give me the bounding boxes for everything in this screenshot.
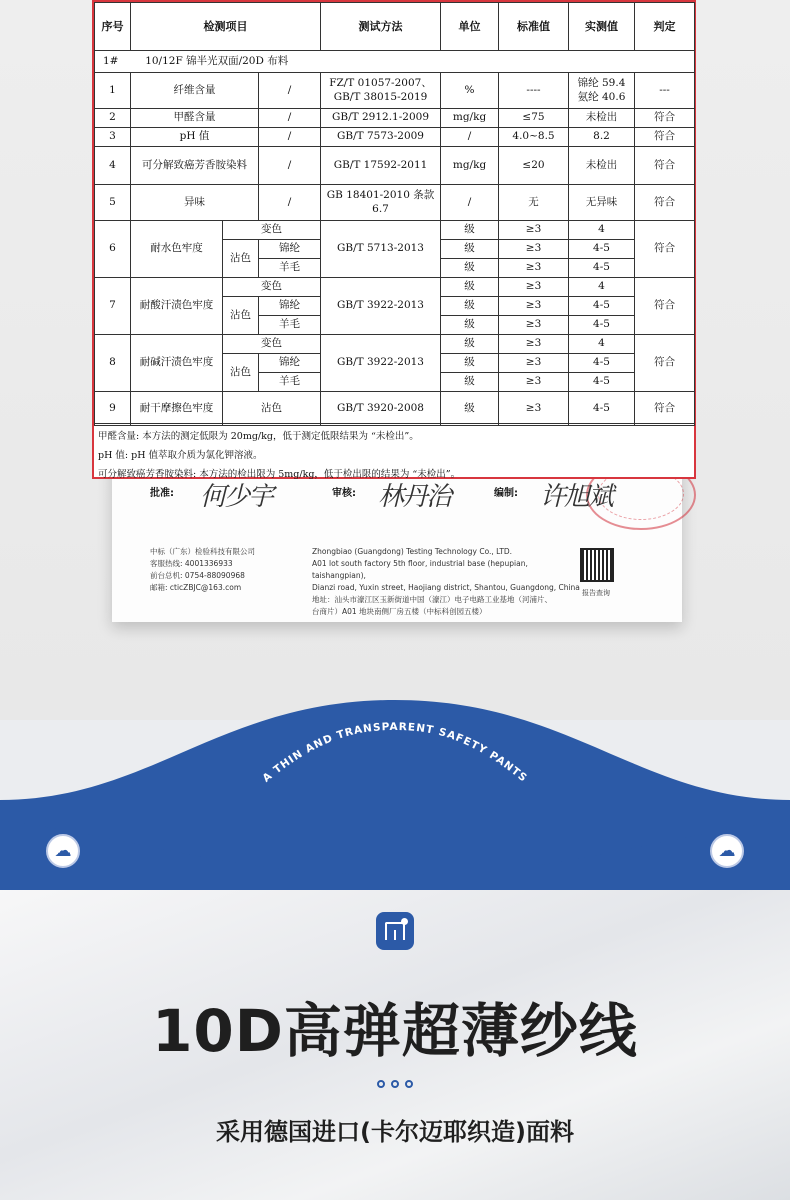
cell-unit: % [441,73,499,109]
approve-label: 批准: [150,488,174,499]
cell-method: GB/T 5713-2013 [321,221,441,278]
cell-verdict: 符合 [635,185,695,221]
report-notes [94,423,694,479]
table-row [95,128,695,147]
cell-measured: 4 [569,221,635,240]
feature-subtitle: 采用德国进口(卡尔迈耶织造)面料 [216,1118,574,1146]
note-line: 甲醛含量: 本方法的测定低限为 20mg/kg，低于测定低限结果为 “未检出”。 [98,431,419,442]
header-standard: 标准值 [499,3,569,51]
table-row [95,221,695,240]
cell-item: 可分解致癌芳香胺染料 [131,147,259,185]
sample-no: 1# [103,54,119,67]
cell-no: 1 [95,73,131,109]
sample-cell [95,51,695,73]
table-row [95,335,695,354]
cell-standard: ≥3 [499,221,569,240]
cell-standard: 无 [499,185,569,221]
cell-standard: ≥3 [499,278,569,297]
cell-measured: 未检出 [569,109,635,128]
cell-sub: / [259,109,321,128]
header-verdict: 判定 [635,3,695,51]
cell-measured: 8.2 [569,128,635,147]
cell-no: 9 [95,392,131,426]
cell-standard: ≥3 [499,335,569,354]
test-report-table [94,2,695,426]
cell-standard: ≤75 [499,109,569,128]
cell-item: pH 值 [131,128,259,147]
approve-signature: 何少宇 [200,482,273,512]
cell-no: 5 [95,185,131,221]
cell-measured: 无异味 [569,185,635,221]
company-line: Dianzi road, Yuxin street, Haojiang district, Shantou, Guangdong, China [312,583,580,592]
cell-standard: ≥3 [499,392,569,426]
cell-unit: 级 [441,297,499,316]
cell-unit: 级 [441,221,499,240]
cell-no: 2 [95,109,131,128]
cell-change: 变色 [223,221,321,240]
cell-verdict: 符合 [635,335,695,392]
cell-method: GB/T 17592-2011 [321,147,441,185]
company-line: 客服热线: 4001336933 [150,559,233,568]
cell-wool: 羊毛 [259,373,321,392]
company-line: 台商片）A01 地块南侧厂房五楼（中标科创园五楼） [312,607,487,616]
company-line: 邮箱: cticZBJC@163.com [150,583,242,592]
cell-item: 耐酸汗渍色牢度 [131,278,223,335]
cell-sub: / [259,185,321,221]
table-row [95,392,695,426]
pants-icon [376,912,414,950]
cell-verdict: 符合 [635,109,695,128]
company-line: A01 lot south factory 5th floor, industrial base (hepupian, taishangpian), [312,559,528,580]
table-row [95,109,695,128]
cell-measured: 未检出 [569,147,635,185]
cell-measured: 4-5 [569,392,635,426]
cell-method: GB/T 3920-2008 [321,392,441,426]
cell-verdict: 符合 [635,147,695,185]
cell-item: 耐水色牢度 [131,221,223,278]
cell-no: 4 [95,147,131,185]
cell-sub: 沾色 [223,392,321,426]
cell-no: 3 [95,128,131,147]
note-line: pH 值: pH 值萃取介质为氯化钾溶液。 [98,450,263,461]
header-unit: 单位 [441,3,499,51]
cell-sub: / [259,73,321,109]
cell-standard: 4.0~8.5 [499,128,569,147]
cell-measured: 4 [569,278,635,297]
cell-unit: 级 [441,354,499,373]
cell-standard: ≤20 [499,147,569,185]
band-text: A THIN AND TRANSPARENT SAFETY PANTS [260,720,530,785]
sample-row [95,51,695,73]
cell-nylon: 锦纶 [259,240,321,259]
cell-measured: 4-5 [569,297,635,316]
company-line: 中标（广东）检验科技有限公司 [150,547,255,556]
cell-measured: 4-5 [569,316,635,335]
cell-unit: mg/kg [441,147,499,185]
cell-measured: 4-5 [569,354,635,373]
cell-unit: / [441,185,499,221]
review-label: 审核: [332,488,356,499]
cell-measured: 4-5 [569,240,635,259]
prepare-signature: 许旭斌 [540,482,613,512]
cell-unit: mg/kg [441,109,499,128]
cell-item: 耐干摩擦色牢度 [131,392,223,426]
feature-title: 10D高弹超薄纱线 [152,997,638,1065]
cell-method: GB/T 7573-2009 [321,128,441,147]
cell-method: FZ/T 01057-2007、GB/T 38015-2019 [321,73,441,109]
cell-standard: ≥3 [499,259,569,278]
cell-method: GB 18401-2010 条款 6.7 [321,185,441,221]
cell-verdict: 符合 [635,392,695,426]
cell-unit: 级 [441,278,499,297]
header-item-visible: 检测项目 [131,3,321,51]
company-line: Zhongbiao (Guangdong) Testing Technology Co., LTD. [312,547,513,556]
cell-standard: ≥3 [499,316,569,335]
prepare-label: 编制: [494,488,518,499]
cell-standard: ≥3 [499,297,569,316]
table-header-row [95,3,695,51]
cell-unit: 级 [441,316,499,335]
company-line: 前台总机: 0754-88090968 [150,571,245,580]
cell-wool: 羊毛 [259,259,321,278]
cell-unit: 级 [441,259,499,278]
sample-desc: 10/12F 锦半光双面/20D 布料 [145,54,289,67]
table-row [95,73,695,109]
cell-standard: ≥3 [499,354,569,373]
cell-method: GB/T 3922-2013 [321,335,441,392]
cell-sub: / [259,147,321,185]
qr-label: 报告查询 [582,589,610,597]
cell-no: 7 [95,278,131,335]
company-line: 地址：汕头市濠江区玉新街道中国（濠江）电子电路工业基地（河浦片、 [312,595,552,604]
table-row [95,147,695,185]
cell-measured: 4-5 [569,373,635,392]
cell-standard: ≥3 [499,240,569,259]
cell-measured: 4-5 [569,259,635,278]
table-row [95,185,695,221]
cell-no: 8 [95,335,131,392]
cell-sub: / [259,128,321,147]
cell-item: 纤维含量 [131,73,259,109]
cell-verdict: --- [635,73,695,109]
cell-stain: 沾色 [223,240,259,278]
header-method: 测试方法 [321,3,441,51]
cell-standard: ≥3 [499,373,569,392]
company-info-en [312,546,580,618]
decorative-dots [377,1080,413,1088]
cell-verdict: 符合 [635,278,695,335]
note-line: 可分解致癌芳香胺染料: 本方法的检出限为 5mg/kg，低于检出限的结果为 “未检出”。 [98,469,461,480]
test-report-table-frame [92,0,696,479]
company-info-cn [150,546,255,594]
cell-unit: 级 [441,373,499,392]
cell-measured: 4 [569,335,635,354]
cell-method: GB/T 3922-2013 [321,278,441,335]
cell-change: 变色 [223,335,321,354]
cell-standard: ---- [499,73,569,109]
cell-unit: 级 [441,335,499,354]
cell-unit: 级 [441,392,499,426]
cell-item: 甲醛含量 [131,109,259,128]
care-icon-right: ☁ [710,834,744,868]
cell-stain: 沾色 [223,297,259,335]
cell-measured: 锦纶 59.4 氨纶 40.6 [569,73,635,109]
cell-wool: 羊毛 [259,316,321,335]
cell-stain: 沾色 [223,354,259,392]
cell-unit: 级 [441,240,499,259]
cell-change: 变色 [223,278,321,297]
cell-unit: / [441,128,499,147]
header-measured: 实测值 [569,3,635,51]
review-signature: 林丹治 [378,482,451,512]
cell-item: 耐碱汗渍色牢度 [131,335,223,392]
cell-verdict: 符合 [635,221,695,278]
care-icon-left: ☁ [46,834,80,868]
cell-no: 6 [95,221,131,278]
cell-nylon: 锦纶 [259,354,321,373]
band-lower-edge [0,820,790,890]
cell-method: GB/T 2912.1-2009 [321,109,441,128]
qr-code[interactable] [580,548,614,582]
table-row [95,278,695,297]
cell-item: 异味 [131,185,259,221]
header-no: 序号 [95,3,131,51]
cell-nylon: 锦纶 [259,297,321,316]
cell-verdict: 符合 [635,128,695,147]
